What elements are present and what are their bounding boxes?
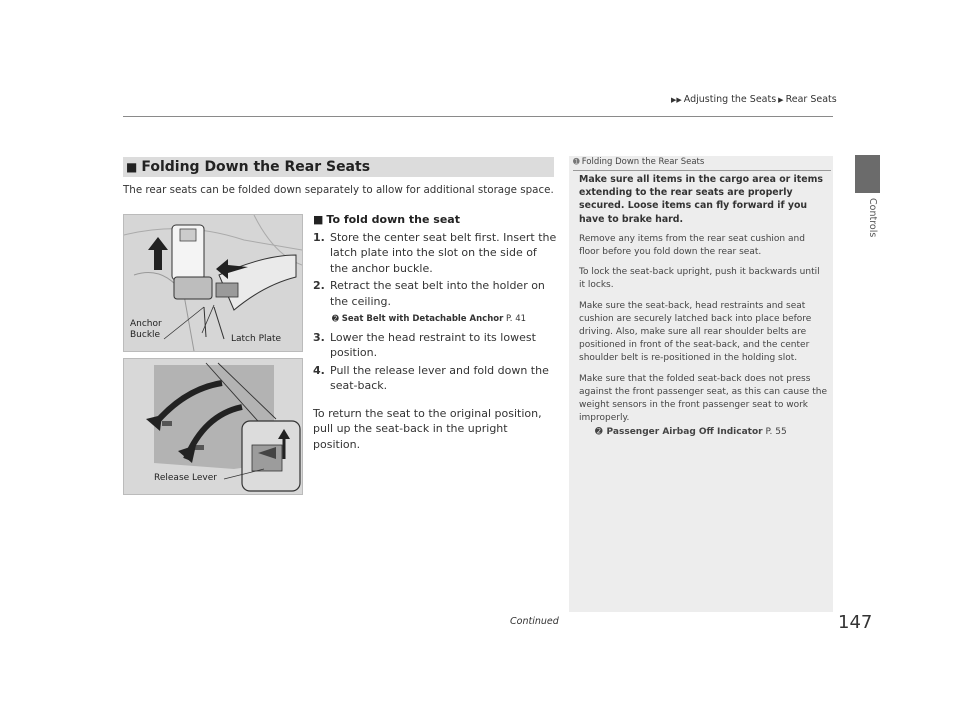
section-title-text: Folding Down the Rear Seats [141,159,371,175]
label-anchor-line2: Buckle [130,330,161,340]
cross-reference-airbag[interactable] [579,426,827,439]
label-latch-plate: Latch Plate [231,334,282,344]
step-number: 3. [313,330,325,344]
square-bullet-icon: ■ [126,160,138,174]
step-text: Lower the head restraint to its lowest position. [330,330,536,359]
cross-reference-seat-belt[interactable] [313,311,558,328]
header-rule [123,116,833,117]
sidebar-title [573,157,704,167]
section-intro: The rear seats can be folded down separately to allow for additional storage space. [123,184,554,196]
sidebar-title-text: Folding Down the Rear Seats [581,157,705,167]
sidebar-paragraph: To lock the seat-back upright, push it backwards until it locks. [579,267,820,291]
section-title [123,157,554,177]
ref-title: Seat Belt with Detachable Anchor [341,314,504,324]
page-reference-icon: ➋ [595,427,603,438]
step-number: 4. [313,363,325,377]
sidebar-rule [573,170,831,171]
square-bullet-icon: ■ [313,213,324,226]
step-2 [313,278,558,309]
procedure-heading [313,212,558,228]
breadcrumb-arrow-icon: ▶ [778,96,784,104]
procedure [313,212,558,452]
label-release-lever: Release Lever [154,473,217,483]
sidebar-body [579,173,827,440]
continued-label: Continued [510,616,559,627]
sidebar-warning: Make sure all items in the cargo area or items extending to the rear seats are properly secured. Loose items can fly forward if you have to brake hard. [579,174,823,225]
page-number: 147 [838,612,873,633]
step-4 [313,363,558,394]
chapter-tab-label: Controls [867,198,878,238]
step-text: Pull the release lever and fold down the seat-back. [330,363,549,392]
procedure-heading-text: To fold down the seat [326,213,460,226]
step-text: Store the center seat belt first. Insert the latch plate into the slot on the side of the anchor buckle. [330,230,557,275]
step-number: 1. [313,230,325,244]
figure-release-lever [123,358,303,495]
step-text: Retract the seat belt into the holder on the ceiling. [330,279,545,308]
sidebar-paragraph: Make sure the seat-back, head restraints and seat cushion are securely latched back into place before driving. Also, make sure all rear shoulder belts are positioned in front of the seat-back, and the center shoulder belt is re-positioned in the holding slot. [579,300,812,364]
sidebar-paragraph: Remove any items from the rear seat cushion and floor before you fold down the rear seat. [579,233,805,258]
note-reference-icon: ➊ [573,157,580,166]
breadcrumb-item-rear-seats[interactable]: Rear Seats [785,94,837,105]
ref-page: P. 55 [765,427,787,438]
label-anchor-buckle [130,319,162,341]
step-number: 2. [313,279,325,292]
ref-title: Passenger Airbag Off Indicator [606,427,763,438]
page-reference-icon: ➋ [332,314,339,323]
ref-page: P. 41 [506,314,527,324]
chapter-tab-marker [855,155,880,193]
label-anchor-line1: Anchor [130,319,162,329]
step-3 [313,330,558,361]
breadcrumb-item-seats[interactable]: Adjusting the Seats [683,94,777,105]
breadcrumb-arrow-icon: ▶▶ [671,96,682,104]
breadcrumb [671,94,837,105]
sidebar-paragraph: Make sure that the folded seat-back does not press against the front passenger seat, as this can cause the weight sensors in the front passenger seat to work improperly. [579,373,827,424]
figure-anchor-buckle [123,214,303,352]
return-instructions: To return the seat to the original position, pull up the seat-back in the upright position. [313,406,542,451]
step-1 [313,230,558,277]
